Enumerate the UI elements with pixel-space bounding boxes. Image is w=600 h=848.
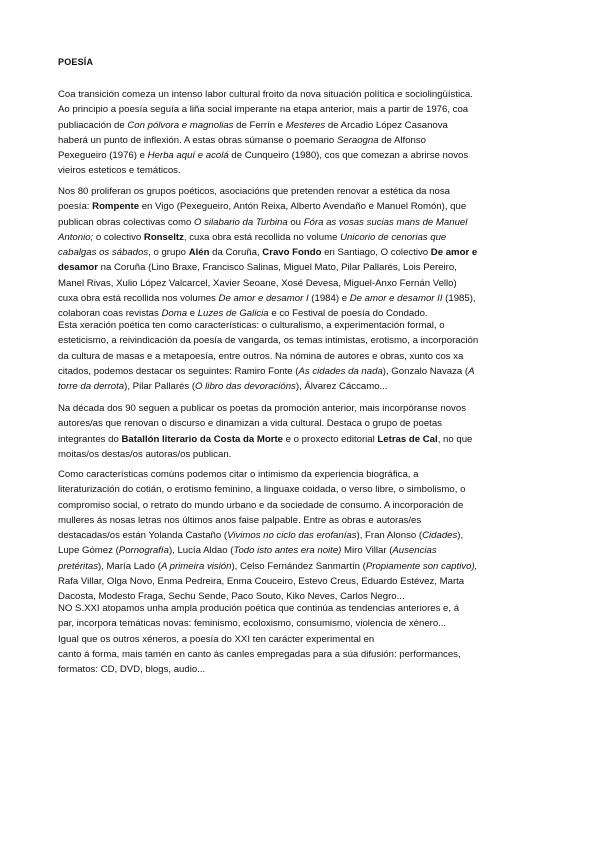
text-line: Manel Rivas, Xulio López Valcarcel, Xavier Seoane, Xosé Devesa, Miguel-Anxo Fernán Vello): [58, 277, 457, 289]
bold-term: desamor: [58, 262, 98, 274]
paragraph-90s: [58, 401, 554, 462]
italic-title: torre da derrota: [58, 381, 125, 393]
bold-term: Batallón literario da Costa da Morte: [121, 433, 284, 445]
italic-title: cabalgas os sábados: [58, 247, 149, 259]
text-line: moitas/os destas/os autoras/os publican.: [58, 448, 232, 460]
text-line: Rafa Villar, Olga Novo, Enma Pedreira, Enma Couceiro, Estevo Creus, Eduardo Estévez, Marta: [58, 576, 465, 588]
text-line: pretéritas), María Lado (A primeira visión), Celso Fernández Sanmartín (Propiamente son captivo),: [58, 560, 478, 572]
text-line: vieiros esteticos e temáticos.: [58, 165, 181, 177]
paragraph-characteristics: [58, 318, 554, 394]
italic-title: Fóra as vosas sucias mans de Manuel: [303, 216, 468, 228]
italic-title: Pornografía: [118, 545, 169, 557]
text-line: Pexegueiro (1976) e Herba aquí e acolá de Cunqueiro (1980), cos que comezan a abrirse novos: [58, 150, 469, 162]
text-line: compromiso social, o retrato do mundo urbano e da sociedade de consumo. A incorporación de: [58, 499, 464, 511]
text-line: da cultura de masas e a metapoesía, entre outros. Na nómina de autores e obras, xunto cos xa: [58, 350, 464, 362]
italic-title: As cidades da nada: [298, 365, 383, 377]
text-line: Antonio; o colectivo Ronseltz, cuxa obra está recollida no volume Unicorio de cenorias que: [58, 231, 447, 243]
bold-term: Cravo Fondo: [262, 247, 322, 259]
text-line: NO S.XXI atopamos unha ampla produción poética que continúa as tendencias anteriores e, á: [58, 603, 460, 614]
text-line: par, incorpora temáticas novas: feminismo, ecoloxismo, consumismo, violencia de xénero...: [58, 618, 447, 630]
paragraph-80s-groups: [58, 184, 554, 322]
text-line: haberá un punto de inflexión. A estas obras súmanse o poemario Seraogna de Alfonso: [58, 134, 427, 146]
text-line: esteticismo, a reivindicación da poesía de vangarda, os temas intimistas, erotismo, a incorporación: [58, 335, 479, 347]
text-line: publican obras colectivas como O silabario da Turbina ou Fóra as vosas sucias mans de Manuel: [58, 216, 468, 228]
italic-title: Unicorio de cenorias que: [340, 231, 447, 243]
italic-title: Vivimos no ciclo das erofanías: [227, 530, 357, 542]
text-line: autores/as que renovan o discurso e dinamizan a vida cultural. Destaca o grupo de poetas: [58, 418, 442, 430]
text-line: literaturización do cotián, o erotismo feminino, a linguaxe coidada, o verso libre, o simbolismo, o: [58, 484, 466, 496]
bold-term: Alén: [188, 247, 210, 259]
text-line: Dacosta, Modesto Fraga, Sechu Sende, Paco Souto, Kiko Neves, Carlos Negro...: [58, 591, 405, 603]
italic-title: Luzes de Galicia: [197, 308, 269, 320]
paragraph-transition: [58, 87, 554, 179]
text-line: Esta xeración poética ten como características: o culturalismo, a experimentación formal, o: [58, 320, 445, 331]
text-line: poesía: Rompente en Vigo (Pexegueiro, Antón Reixa, Alberto Avendaño e Manuel Romón), que: [58, 201, 467, 213]
text-line: publiacación de Con pólvora e magnolias de Ferrín e Mesteres de Arcadio López Casanova: [58, 119, 448, 131]
text-line: Ao principio a poesía seguía a liña social imperante na etapa anterior, mais a partir de 1976, coa: [58, 104, 469, 116]
italic-title: A: [468, 365, 475, 377]
italic-title: De amor e desamor I: [218, 293, 309, 305]
italic-title: O silabario da Turbina: [193, 216, 288, 228]
bold-term: De amor e: [430, 247, 478, 259]
italic-title: Herba aquí e acolá: [147, 150, 229, 162]
italic-title: pretéritas: [58, 560, 98, 572]
text-line: integrantes do Batallón literario da Costa da Morte e o proxecto editorial Letras de Cal, no que: [58, 433, 473, 445]
text-line: Coa transición comeza un intenso labor cultural froito da nova situación política e sociolingüística.: [58, 89, 473, 100]
text-line: Igual que os outros xéneros, a poesía do XXI ten carácter experimental en: [58, 633, 375, 645]
text-line: cabalgas os sábados, o grupo Alén da Coruña, Cravo Fondo en Santiago, O colectivo De amor e: [58, 247, 478, 259]
italic-title: Ausencias: [392, 545, 437, 557]
text-line: torre da derrota), Pilar Pallarés (O libro das devoracións), Álvarez Cáccamo...: [58, 381, 388, 393]
section-heading: POESÍA: [58, 57, 94, 67]
bold-term: Ronseltz: [143, 231, 184, 243]
text-line: Lupe Gómez (Pornografía), Lucía Aldao (Todo isto antes era noite) Miro Villar (Ausencias: [58, 545, 437, 557]
paragraph-common-traits: [58, 467, 554, 605]
text-line: canto á forma, mais tamén en canto ás canles empregadas para a súa difusión: performances,: [58, 648, 461, 660]
italic-title: Con pólvora e magnolias: [127, 119, 234, 131]
italic-title: A primeira visión: [160, 560, 232, 572]
text-line: Nos 80 proliferan os grupos poéticos, asociacións que pretenden renovar a estética da nosa: [58, 186, 450, 197]
text-line: destacadas/os están Yolanda Castaño (Vivimos no ciclo das erofanías), Fran Alonso (Cidades),: [58, 530, 464, 542]
text-line: desamor na Coruña (Lino Braxe, Francisco Salinas, Miguel Mato, Pilar Pallarés, Lois Pereiro,: [58, 262, 457, 274]
italic-title: Todo isto antes era noite): [233, 545, 342, 557]
text-line: formatos: CD, DVD, blogs, audio...: [58, 664, 206, 676]
text-line: colaboran coas revistas Doma e Luzes de Galicia e co Festival de poesía do Condado.: [58, 308, 428, 320]
bold-term: Letras de Cal: [377, 433, 438, 445]
bold-term: Rompente: [92, 201, 140, 213]
italic-title: De amor e desamor II: [349, 293, 443, 305]
text-line: mulleres ás nosas letras nos últimos anos faise palpable. Entre as obras e autoras/es: [58, 514, 422, 526]
text-line: citados, podemos destacar os seguintes: Ramiro Fonte (As cidades da nada), Gonzalo Navaza (A: [58, 365, 475, 377]
text-line: cuxa obra está recollida nos volumes De amor e desamor I (1984) e De amor e desamor II (1985),: [58, 293, 476, 305]
italic-title: Seraogna: [336, 134, 379, 146]
text-line: Como características comúns podemos citar o intimismo da experiencia biográfica, a: [58, 469, 419, 480]
italic-title: Cidades: [422, 530, 458, 542]
italic-title: O libro das devoracións: [195, 381, 296, 393]
paragraph-21st-century: [58, 601, 554, 677]
italic-title: Doma: [161, 308, 188, 320]
italic-title: Propiamente son captivo),: [365, 560, 478, 572]
italic-title: Mesteres: [285, 119, 326, 131]
text-line: Na década dos 90 seguen a publicar os poetas da promoción anterior, mais incorpóranse novos: [58, 403, 466, 414]
italic-title: Antonio;: [58, 231, 94, 243]
